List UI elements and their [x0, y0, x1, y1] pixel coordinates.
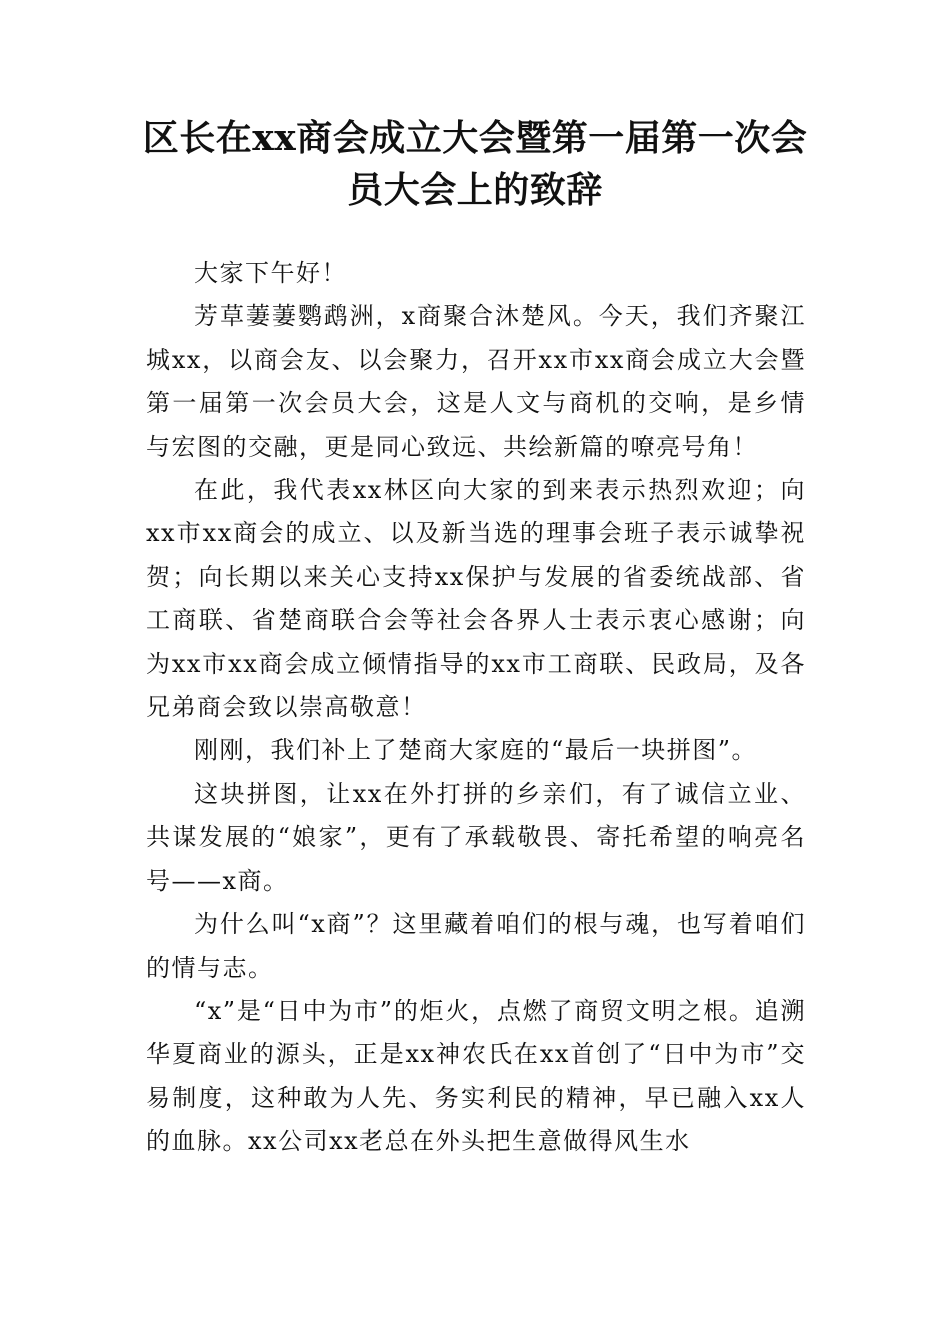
document-title	[140, 112, 810, 216]
title-line-2: 员大会上的致辞	[347, 169, 603, 211]
paragraph-opening: 芳草萋萋鹦鹉洲，x商聚合沐楚风。今天，我们齐聚江城xx，以商会友、以会聚力，召开xx市xx商会成立大会暨第一届第一次会员大会，这是人文与商机的交响，是乡情与宏图的交融，更是同心致远、共绘新篇的嘹亮号角！	[146, 302, 806, 461]
paragraph-welcome-thanks: 在此，我代表xx林区向大家的到来表示热烈欢迎；向xx市xx商会的成立、以及新当选的理事会班子表示诚挚祝贺；向长期以来关心支持xx保护与发展的省委统战部、省工商联、省楚商联合会等社会各界人士表示衷心感谢；向为xx市xx商会成立倾情指导的xx市工商联、民政局，及各兄弟商会致以崇高敬意！	[146, 476, 806, 722]
title-line-1: 区长在xx商会成立大会暨第一届第一次会	[142, 117, 808, 159]
paragraph-origin: “x”是“日中为市”的炬火，点燃了商贸文明之根。追溯华夏商业的源头，正是xx神农氏在xx首创了“日中为市”交易制度，这种敢为人先、务实利民的精神，早已融入xx人的血脉。xx公司xx老总在外头把生意做得风生水	[146, 996, 806, 1156]
paragraph-home: 这块拼图，让xx在外打拼的乡亲们，有了诚信立业、共谋发展的“娘家”，更有了承载敬畏、寄托希望的响亮名号——x商。	[146, 779, 806, 895]
document-body	[146, 252, 806, 1164]
paragraph-puzzle: 刚刚，我们补上了楚商大家庭的“最后一块拼图”。	[194, 736, 758, 765]
paragraph-greeting: 大家下午好！	[194, 259, 347, 287]
paragraph-name-question: 为什么叫“x商”？这里藏着咱们的根与魂，也写着咱们的情与志。	[146, 910, 806, 982]
